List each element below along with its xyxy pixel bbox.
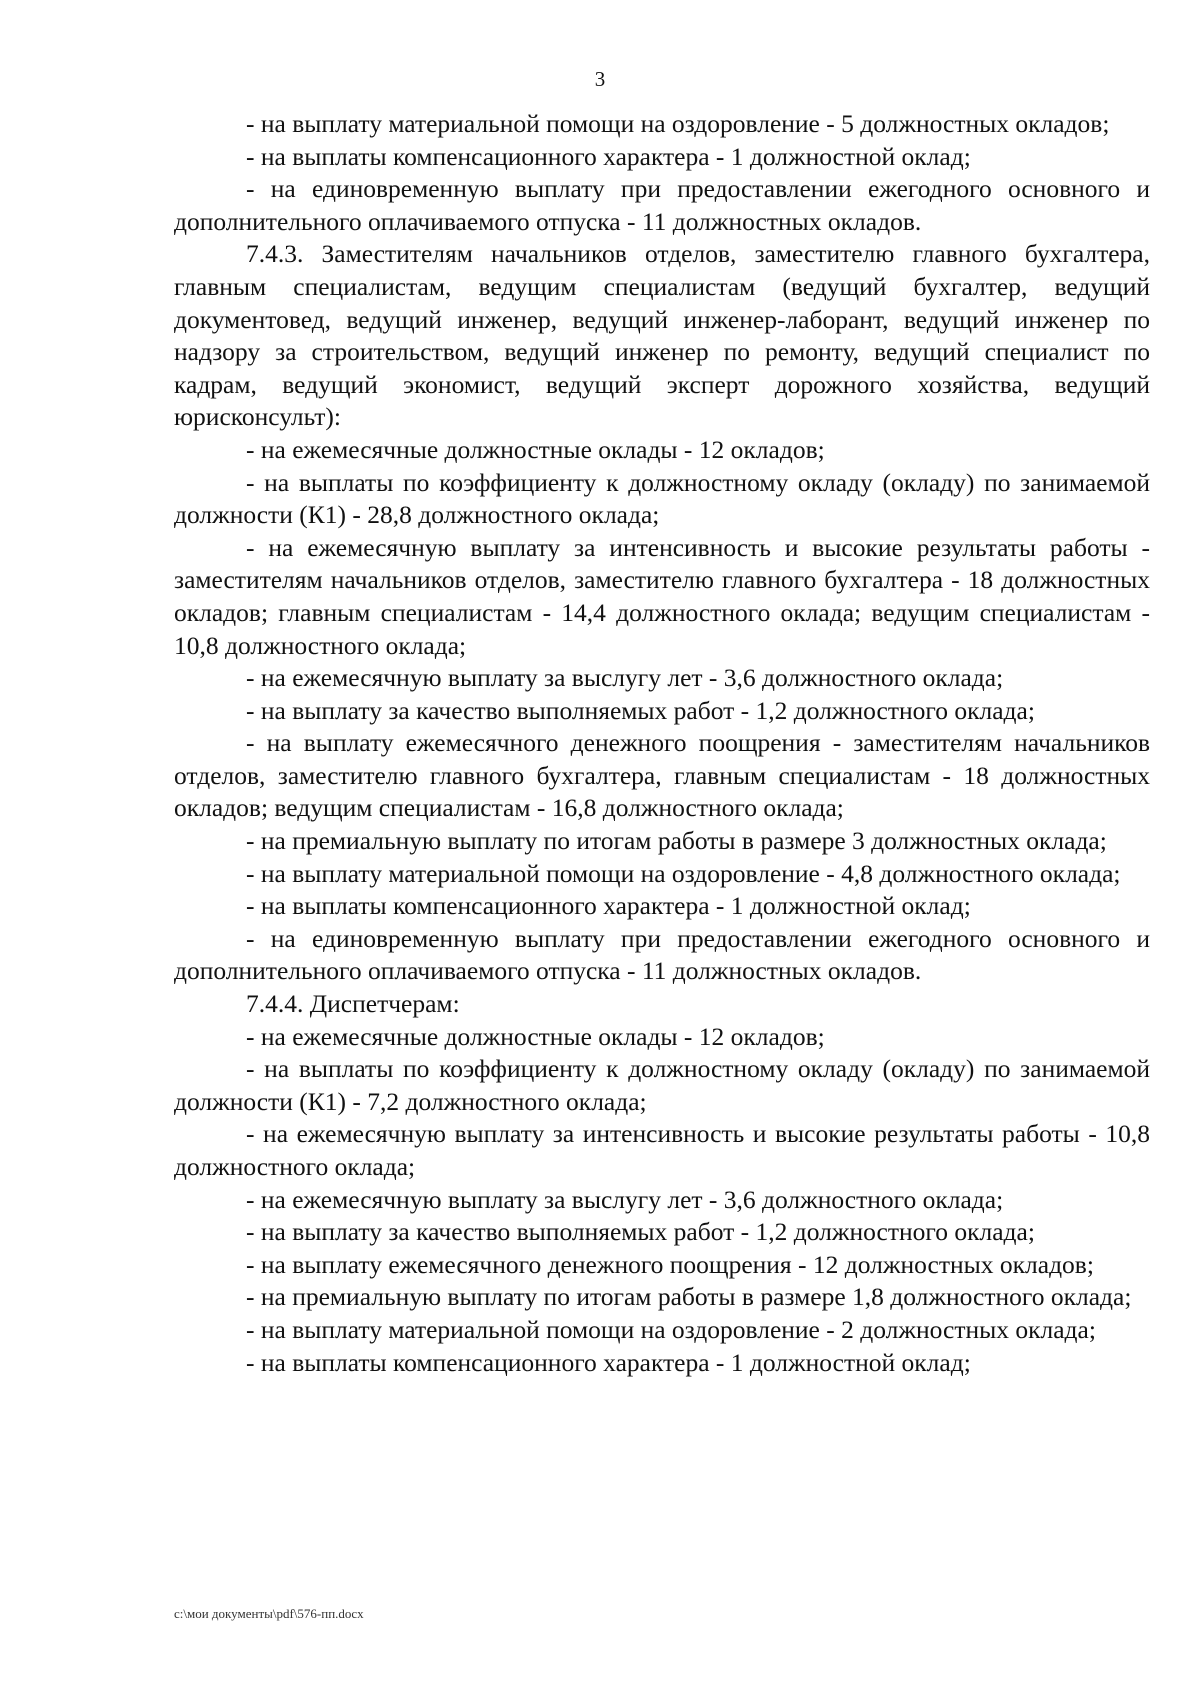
page-number: 3 — [594, 67, 606, 91]
paragraph: - на ежемесячные должностные оклады - 12 окладов; — [246, 1021, 825, 1051]
paragraph: - на выплату ежемесячного денежного поощрения - 12 должностных окладов; — [246, 1249, 1094, 1279]
footer-file-path: c:\мои документы\pdf\576-пп.docx — [174, 1606, 364, 1621]
paragraph: - на выплаты компенсационного характера - 1 должностной оклад; — [246, 891, 971, 921]
paragraph: - на выплаты по коэффициенту к должностному окладу (окладу) по занимаемой должности (К1) - 28,8 должностного оклада; — [174, 467, 1150, 530]
paragraph: - на ежемесячную выплату за выслугу лет - 3,6 должностного оклада; — [246, 1184, 1004, 1214]
paragraph: - на выплату материальной помощи на оздоровление - 4,8 должностного оклада; — [246, 858, 1121, 888]
paragraph: - на премиальную выплату по итогам работы в размере 1,8 должностного оклада; — [246, 1282, 1132, 1312]
section-heading-7-4-3: 7.4.3. Заместителям начальников отделов, заместителю главного бухгалтера, главным специалистам, ведущим специалистам (ведущий бухгалтер, ведущий документовед, ведущий инженер, ведущий инженер-лаборант, ведущий инженер по надзору за строительством, ведущий инженер по ремонту, ведущий специалист по кадрам, ведущий экономист, ведущий эксперт дорожного хозяйства, ведущий юрисконсульт): — [174, 239, 1150, 432]
paragraph: - на единовременную выплату при предоставлении ежегодного основного и дополнительного оплачиваемого отпуска - 11 должностных окладов. — [174, 923, 1150, 986]
paragraph: - на ежемесячную выплату за выслугу лет - 3,6 должностного оклада; — [246, 663, 1004, 693]
paragraph: - на ежемесячные должностные оклады - 12 окладов; — [246, 434, 825, 464]
paragraph: - на выплату за качество выполняемых работ - 1,2 должностного оклада; — [246, 1217, 1035, 1247]
paragraph: - на ежемесячную выплату за интенсивность и высокие результаты работы - заместителям начальников отделов, заместителю главного бухгалтера - 18 должностных окладов; главным специалистам - 14,4 должностного оклада; ведущим специалистам - 10,8 должностного оклада; — [174, 532, 1150, 660]
paragraph: - на выплаты компенсационного характера - 1 должностной оклад; — [246, 1347, 971, 1377]
paragraph: - на выплаты по коэффициенту к должностному окладу (окладу) по занимаемой должности (К1) - 7,2 должностного оклада; — [174, 1054, 1150, 1116]
paragraph: - на выплату материальной помощи на оздоровление - 5 должностных окладов; — [246, 109, 1110, 138]
paragraph: - на единовременную выплату при предоставлении ежегодного основного и дополнительного оплачиваемого отпуска - 11 должностных окладов. — [174, 174, 1150, 236]
document-body — [174, 108, 1150, 1379]
paragraph: - на выплаты компенсационного характера - 1 должностной оклад; — [246, 141, 971, 171]
paragraph: - на премиальную выплату по итогам работы в размере 3 должностных оклада; — [246, 826, 1107, 856]
section-heading-7-4-4: 7.4.4. Диспетчерам: — [246, 989, 460, 1019]
paragraph: - на выплату ежемесячного денежного поощрения - заместителям начальников отделов, заместителю главного бухгалтера, главным специалистам - 18 должностных окладов; ведущим специалистам - 16,8 должностного оклада; — [174, 728, 1150, 823]
paragraph: - на ежемесячную выплату за интенсивность и высокие результаты работы - 10,8 должностного оклада; — [174, 1119, 1150, 1181]
paragraph: - на выплату материальной помощи на оздоровление - 2 должностных оклада; — [246, 1314, 1096, 1344]
paragraph: - на выплату за качество выполняемых работ - 1,2 должностного оклада; — [246, 695, 1035, 725]
